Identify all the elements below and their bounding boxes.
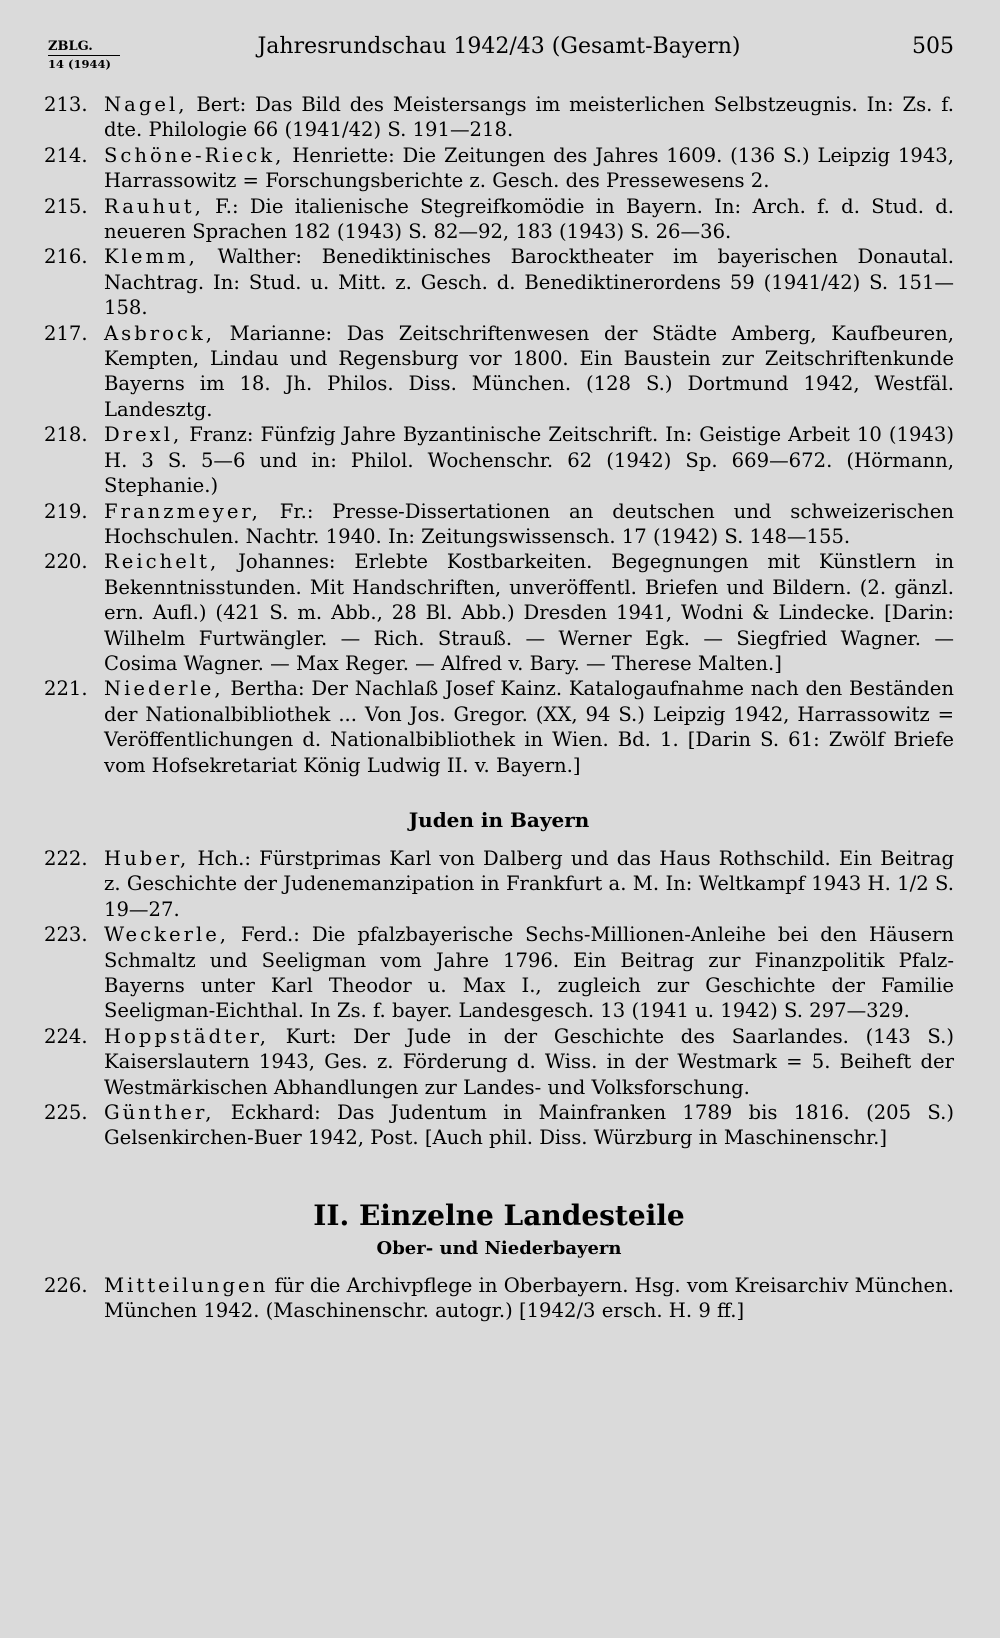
entry-text: Franz: Fünfzig Jahre Byzantinische Zeitschrift. In: Geistige Arbeit 10 (1943) H. 3 S. 5—6 und in: Philol. Wochenschr. 62 (1942) Sp. 669—672. (Hörmann, Stephanie.) — [104, 423, 954, 498]
list-item — [44, 143, 954, 194]
entry-number: 215. — [44, 194, 88, 218]
list-item — [44, 321, 954, 423]
entry-number: 224. — [44, 1024, 88, 1048]
entry-number: 216. — [44, 245, 88, 269]
entry-text: F.: Die italienische Stegreifkomödie in Bayern. In: Arch. f. d. Stud. d. neueren Sprachen 182 (1943) S. 82—92, 183 (1943) S. 26—36. — [104, 194, 954, 244]
list-item — [44, 92, 954, 143]
list-item — [44, 922, 954, 1024]
entry-number: 219. — [44, 499, 88, 523]
entry-number: 222. — [44, 846, 88, 870]
bibliography-list-c — [44, 1273, 954, 1324]
entry-author: Weckerle, — [104, 923, 230, 947]
entry-author: Klemm, — [104, 245, 198, 269]
running-title: Jahresrundschau 1942/43 (Gesamt-Bayern) — [257, 34, 741, 59]
journal-abbrev: ZBLG. — [48, 38, 120, 56]
entry-text: Bert: Das Bild des Meistersangs im meisterlichen Selbstzeugnis. In: Zs. f. dte. Philologie 66 (1941/42) S. 191—218. — [104, 93, 955, 142]
part-subheading: Ober- und Niederbayern — [376, 1237, 622, 1259]
entry-text: für die Archivpflege in Oberbayern. Hsg. vom Kreisarchiv München. München 1942. (Maschinenschr. autogr.) [1942/3 ersch. H. 9 ff.] — [104, 1273, 954, 1323]
entry-author: Schöne-Rieck, — [104, 143, 285, 167]
entry-number: 226. — [44, 1273, 88, 1297]
entry-author: Mitteilungen — [104, 1273, 269, 1297]
entry-number: 217. — [44, 321, 88, 345]
entry-author: Niederle, — [104, 677, 224, 701]
entry-text: Walther: Benediktinisches Barocktheater im bayerischen Donautal. Nachtrag. In: Stud. u. Mitt. z. Gesch. d. Benediktinerordens 59 (1941/42) S. 151—158. — [104, 245, 955, 320]
list-item — [44, 676, 954, 778]
entry-author: Reichelt, — [104, 550, 220, 574]
entry-number: 214. — [44, 143, 88, 167]
entry-number: 223. — [44, 923, 88, 947]
part-heading: II. Einzelne Landesteile — [313, 1198, 685, 1232]
entry-text: Henriette: Die Zeitungen des Jahres 1609. (136 S.) Leipzig 1943, Harrassowitz = Forschungsberichte z. Gesch. des Pressewesens 2. — [104, 143, 955, 193]
entry-author: Drexl, — [104, 423, 183, 447]
list-item — [44, 1024, 954, 1100]
entry-text: Fr.: Presse-Dissertationen an deutschen und schweizerischen Hochschulen. Nachtr. 1940. In: Zeitungswissensch. 17 (1942) S. 148—155. — [104, 499, 954, 548]
entry-text: Eckhard: Das Judentum in Mainfranken 1789 bis 1816. (205 S.) Gelsenkirchen-Buer 1942, Post. [Auch phil. Diss. Würzburg in Maschinenschr.] — [104, 1101, 955, 1150]
list-item — [44, 194, 954, 245]
entry-author: Nagel, — [104, 93, 188, 116]
page-header — [44, 30, 954, 92]
entry-text: Marianne: Das Zeitschriftenwesen der Städte Amberg, Kaufbeuren, Kempten, Lindau und Regensburg vor 1800. Ein Baustein zur Zeitschriftenkunde Bayerns im 18. Jh. Philos. Diss. München. (128 S.) Dortmund 1942, Westfäl. Landesztg. — [104, 321, 954, 421]
entry-text: Ferd.: Die pfalzbayerische Sechs-Millionen-Anleihe bei den Häusern Schmaltz und Seeligman vom Jahre 1796. Ein Beitrag zur Finanzpolitik Pfalz-Bayerns unter Karl Theodor u. Max I., zugleich zur Geschichte der Familie Seeligman-Eichthal. In Zs. f. bayer. Landesgesch. 13 (1941 u. 1942) S. 297—329. — [104, 923, 954, 1023]
page-number: 505 — [912, 34, 954, 59]
bibliography-list-a — [44, 92, 954, 778]
list-item — [44, 846, 954, 922]
entry-author: Rauhut, — [104, 194, 204, 218]
entry-author: Huber, — [104, 846, 190, 870]
bibliography-list-b — [44, 846, 954, 1151]
list-item — [44, 1273, 954, 1324]
list-item — [44, 499, 954, 550]
entry-author: Günther, — [104, 1101, 215, 1125]
section-heading: Juden in Bayern — [408, 807, 590, 832]
entry-number: 220. — [44, 550, 88, 574]
entry-number: 221. — [44, 677, 88, 701]
entry-author: Franzmeyer, — [104, 499, 261, 523]
entry-text: Hch.: Fürstprimas Karl von Dalberg und das Haus Rothschild. Ein Beitrag z. Geschichte der Judenemanzipation in Frankfurt a. M. In: Weltkampf 1943 H. 1/2 S. 19—27. — [104, 846, 954, 921]
entry-number: 225. — [44, 1101, 88, 1125]
list-item — [44, 422, 954, 498]
entry-number: 213. — [44, 93, 88, 116]
journal-volume: 14 (1944) — [48, 57, 111, 71]
list-item — [44, 1100, 954, 1151]
entry-text: Kurt: Der Jude in der Geschichte des Saarlandes. (143 S.) Kaiserslautern 1943, Ges. z. Förderung d. Wiss. in der Westmark = 5. Beiheft der Westmärkischen Abhandlungen zur Landes- und Volksforschung. — [104, 1024, 954, 1099]
entry-text: Bertha: Der Nachlaß Josef Kainz. Katalogaufnahme nach den Beständen der Nationalbibliothek ... Von Jos. Gregor. (XX, 94 S.) Leipzig 1942, Harrassowitz = Veröffentlichungen d. Nationalbibliothek in Wien. Bd. 1. [Darin S. 61: Zwölf Briefe vom Hofsekretariat König Ludwig II. v. Bayern.] — [104, 677, 954, 777]
entry-author: Hoppstädter, — [104, 1024, 270, 1048]
list-item — [44, 244, 954, 320]
entry-text: Johannes: Erlebte Kostbarkeiten. Begegnungen mit Künstlern in Bekenntnisstunden. Mit Handschriften, unveröffentl. Briefen und Bildern. (2. gänzl. ern. Aufl.) (421 S. m. Abb., 28 Bl. Abb.) Dresden 1941, Wodni & Lindecke. [Darin: Wilhelm Furtwängler. — Rich. Strauß. — Werner Egk. — Siegfried Wagner. — Cosima Wagner. — Max Reger. — Alfred v. Bary. — Therese Malten.] — [104, 550, 954, 675]
entry-author: Asbrock, — [104, 321, 215, 345]
entry-number: 218. — [44, 423, 88, 447]
list-item — [44, 549, 954, 676]
